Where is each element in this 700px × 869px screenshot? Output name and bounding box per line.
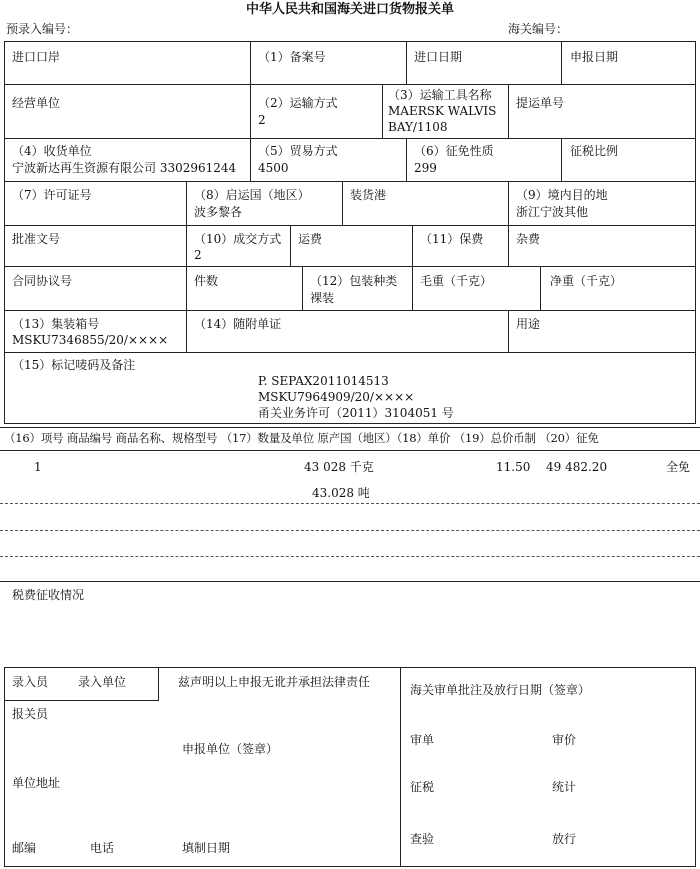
goods-quantity: 43 028 千克 — [304, 460, 374, 474]
broker-label: 报关员 — [12, 707, 49, 721]
release-label: 放行 — [552, 832, 577, 846]
vehicle-value-2: BAY/1108 — [388, 120, 448, 134]
inspection-label: 查验 — [410, 832, 435, 846]
approval-no-label: 批准文号 — [12, 232, 61, 246]
marks-label: （15）标记唛码及备注 — [12, 358, 136, 372]
customs-number-label: 海关编号： — [508, 22, 569, 36]
declaration-text: 兹声明以上申报无讹并承担法律责任 — [178, 675, 371, 689]
goods-unit-price: 11.50 — [496, 460, 531, 474]
vehicle-label: （3）运输工具名称 — [388, 88, 492, 102]
postcode-label: 邮编 — [12, 841, 37, 855]
entry-unit-label: 录入单位 — [78, 675, 127, 689]
pieces-label: 件数 — [194, 274, 219, 288]
license-label: （7）许可证号 — [12, 188, 92, 202]
insurance-label: （11）保费 — [420, 232, 484, 246]
gross-weight-label: 毛重（千克） — [420, 274, 493, 288]
unit-address-label: 单位地址 — [12, 776, 61, 790]
deal-mode-label: （10）成交方式 — [194, 232, 282, 246]
phone-label: 电话 — [90, 841, 115, 855]
packing-label: （12）包装种类 — [310, 274, 398, 288]
levy-nature-value: 299 — [414, 161, 437, 175]
goods-levy: 全免 — [666, 460, 691, 474]
documents-label: （14）随附单证 — [194, 317, 282, 331]
pre-entry-number-label: 预录入编号： — [6, 22, 79, 36]
tax-status-label: 税费征收情况 — [12, 588, 85, 602]
misc-fee-label: 杂费 — [516, 232, 541, 246]
consignee-value: 宁波新达再生资源有限公司 3302961244 — [12, 161, 237, 175]
goods-quantity-alt: 43.028 吨 — [312, 486, 370, 500]
declare-date-label: 申报日期 — [570, 50, 619, 64]
levy-tax-label: 征税 — [410, 780, 435, 794]
fill-date-label: 填制日期 — [182, 841, 231, 855]
marks-line-3: 甬关业务许可（2011）3104051 号 — [258, 406, 454, 420]
review-label: 审单 — [410, 733, 435, 747]
trade-mode-value: 4500 — [258, 161, 289, 175]
page-title: 中华人民共和国海关进口货物报关单 — [245, 2, 454, 17]
declare-unit-label: 申报单位（签章） — [182, 742, 279, 756]
import-port-label: 进口口岸 — [12, 50, 61, 64]
statistics-label: 统计 — [552, 780, 577, 794]
consignee-label: （4）收货单位 — [12, 144, 92, 158]
contract-no-label: 合同协议号 — [12, 274, 73, 288]
bill-no-label: 提运单号 — [516, 96, 565, 110]
levy-nature-label: （6）征免性质 — [414, 144, 494, 158]
container-label: （13）集装箱号 — [12, 317, 100, 331]
destination-label: （9）境内目的地 — [516, 188, 608, 202]
trade-mode-label: （5）贸易方式 — [258, 144, 338, 158]
record-no-label: （1）备案号 — [258, 50, 326, 64]
goods-total-price: 49 482.20 — [546, 460, 608, 474]
vehicle-value-1: MAERSK WALVIS — [388, 104, 497, 118]
freight-label: 运费 — [298, 232, 323, 246]
marks-line-2: MSKU7964909/20/×××× — [258, 390, 415, 404]
price-review-label: 审价 — [552, 733, 577, 747]
goods-item-no: 1 — [34, 460, 42, 474]
origin-country-label: （8）启运国（地区） — [194, 188, 310, 202]
deal-mode-value: 2 — [194, 248, 202, 262]
operator-label: 经营单位 — [12, 96, 61, 110]
packing-value: 裸装 — [310, 291, 335, 305]
import-date-label: 进口日期 — [414, 50, 463, 64]
marks-line-1: P. SEPAX2011014513 — [258, 374, 389, 388]
transport-mode-label: （2）运输方式 — [258, 96, 338, 110]
usage-label: 用途 — [516, 317, 541, 331]
tax-ratio-label: 征税比例 — [570, 144, 619, 158]
transport-mode-value: 2 — [258, 113, 266, 127]
destination-value: 浙江宁波其他 — [516, 205, 589, 219]
origin-country-value: 波多黎各 — [194, 205, 243, 219]
customs-approval-label: 海关审单批注及放行日期（签章） — [410, 683, 591, 697]
container-value: MSKU7346855/20/×××× — [12, 333, 169, 347]
loading-port-label: 装货港 — [350, 188, 387, 202]
net-weight-label: 净重（千克） — [550, 274, 623, 288]
goods-table-header: （16）项号 商品编号 商品名称、规格型号 （17）数量及单位 原产国（地区）（18）单价 （19）总价币制 （20）征免 — [4, 431, 599, 445]
entry-person-label: 录入员 — [12, 675, 49, 689]
